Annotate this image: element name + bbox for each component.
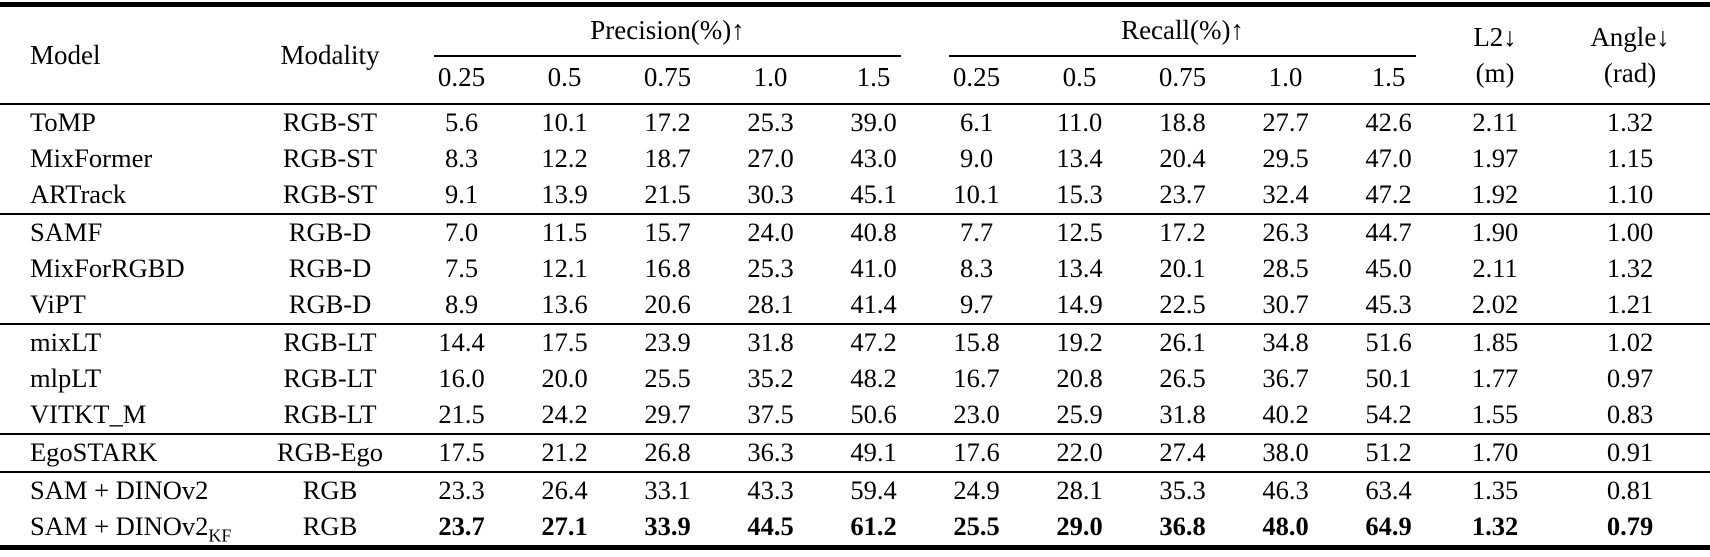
precision-value: 41.0: [850, 253, 897, 283]
recall-value: 36.7: [1262, 363, 1309, 393]
recall-value: 18.8: [1131, 104, 1234, 141]
recall-value: 42.6: [1337, 104, 1440, 141]
recall-value: 26.5: [1159, 363, 1206, 393]
precision-value: 10.1: [513, 104, 616, 141]
modality-value: RGB-D: [288, 289, 372, 319]
precision-value: 12.2: [541, 143, 588, 173]
recall-value: 47.2: [1365, 179, 1412, 209]
recall-value: 7.7: [925, 214, 1028, 251]
precision-value: 21.5: [438, 399, 485, 429]
precision-value: 23.3: [410, 472, 513, 509]
recall-value: 20.1: [1159, 253, 1206, 283]
recall-threshold-15: 1.5: [1371, 62, 1406, 92]
precision-value: 16.0: [438, 363, 485, 393]
precision-cmidrule: [434, 55, 901, 57]
precision-threshold-15: 1.5: [856, 62, 891, 92]
precision-value: 35.2: [747, 363, 794, 393]
model-name: MixForRGBD: [30, 253, 185, 283]
table-row: [0, 434, 1710, 472]
precision-threshold-075: 0.75: [643, 62, 692, 92]
table-row: [0, 177, 1710, 214]
recall-value: 8.3: [959, 253, 994, 283]
precision-group-label: Precision(%)↑: [590, 15, 745, 45]
precision-value: 37.5: [747, 399, 794, 429]
precision-value: 17.5: [410, 434, 513, 472]
precision-value: 15.7: [616, 214, 719, 251]
recall-value: 50.1: [1365, 363, 1412, 393]
angle-value: 1.32: [1550, 104, 1710, 141]
recall-group-label: Recall(%)↑: [1121, 15, 1244, 45]
model-name: SAM + $DINOv2_{KF}$: [30, 511, 232, 546]
recall-value: 6.1: [925, 104, 1028, 141]
col-group-recall: [925, 5, 1440, 61]
precision-value: 48.2: [850, 363, 897, 393]
precision-value: 11.5: [513, 214, 616, 251]
recall-value: 25.5: [953, 511, 1000, 541]
table-header: [0, 5, 1710, 105]
recall-value: 35.3: [1131, 472, 1234, 509]
l2-value: 1.97: [1471, 143, 1519, 173]
precision-value: 7.5: [444, 253, 479, 283]
l2-value: 1.77: [1471, 363, 1519, 393]
recall-value: 38.0: [1234, 434, 1337, 472]
recall-value: 9.0: [959, 143, 994, 173]
precision-threshold-025: 0.25: [437, 62, 486, 92]
precision-value: 13.6: [541, 289, 588, 319]
precision-value: 27.1: [541, 511, 588, 541]
recall-value: 36.8: [1159, 511, 1206, 541]
precision-value: 43.3: [719, 472, 822, 509]
precision-value: 28.1: [747, 289, 794, 319]
table-row: [0, 324, 1710, 361]
table-body: [0, 104, 1710, 548]
recall-value: 45.3: [1365, 289, 1412, 319]
col-group-precision: [410, 5, 925, 61]
recall-value: 12.5: [1028, 214, 1131, 251]
modality-value: RGB-Ego: [250, 434, 410, 472]
precision-value: 27.0: [747, 143, 794, 173]
table-row: [0, 472, 1710, 509]
modality-value: RGB: [302, 511, 358, 541]
precision-value: 23.7: [438, 511, 485, 541]
precision-value: 20.6: [644, 289, 691, 319]
recall-value: 20.4: [1159, 143, 1206, 173]
l2-value: 2.11: [1440, 104, 1550, 141]
table-row: [0, 104, 1710, 141]
recall-value: 20.8: [1056, 363, 1103, 393]
table-row: [0, 141, 1710, 177]
model-subscript: KF: [208, 525, 232, 546]
angle-value: 1.10: [1606, 179, 1654, 209]
precision-value: 18.7: [644, 143, 691, 173]
model-name: MixFormer: [30, 143, 153, 173]
recall-value: 51.2: [1337, 434, 1440, 472]
precision-value: 16.8: [644, 253, 691, 283]
recall-threshold-075: 0.75: [1158, 62, 1207, 92]
recall-value: 28.1: [1028, 472, 1131, 509]
precision-value: 12.1: [541, 253, 588, 283]
recall-value: 26.3: [1234, 214, 1337, 251]
recall-value: 17.2: [1131, 214, 1234, 251]
precision-value: 47.2: [822, 324, 925, 361]
recall-threshold-05: 0.5: [1062, 62, 1097, 92]
model-name: ToMP: [0, 104, 250, 141]
recall-value: 27.4: [1131, 434, 1234, 472]
l2-value: 1.90: [1440, 214, 1550, 251]
model-name: EgoSTARK: [0, 434, 250, 472]
model-name: VITKT_M: [30, 399, 147, 429]
precision-value: 43.0: [850, 143, 897, 173]
recall-value: 34.8: [1234, 324, 1337, 361]
recall-value: 44.7: [1337, 214, 1440, 251]
precision-value: 26.4: [513, 472, 616, 509]
precision-value: 26.8: [616, 434, 719, 472]
col-header-l2: [1440, 5, 1550, 105]
header-row-groups: [0, 5, 1710, 61]
angle-value: 1.15: [1606, 143, 1654, 173]
recall-value: 29.0: [1056, 511, 1103, 541]
table-row: [0, 361, 1710, 397]
recall-value: 15.3: [1056, 179, 1103, 209]
recall-value: 54.2: [1365, 399, 1412, 429]
l2-unit: (m): [1475, 58, 1515, 88]
recall-value: 17.6: [925, 434, 1028, 472]
col-header-model: Model: [30, 39, 101, 70]
precision-value: 31.8: [719, 324, 822, 361]
angle-label: Angle↓: [1590, 22, 1670, 52]
precision-value: 7.0: [410, 214, 513, 251]
recall-value: 29.5: [1262, 143, 1309, 173]
recall-value: 23.7: [1159, 179, 1206, 209]
modality-value: RGB-LT: [283, 363, 377, 393]
recall-value: 27.7: [1234, 104, 1337, 141]
precision-value: 17.5: [513, 324, 616, 361]
recall-value: 13.4: [1056, 253, 1103, 283]
col-header-modality: Modality: [280, 39, 380, 70]
recall-value: 28.5: [1262, 253, 1309, 283]
precision-value: 25.3: [719, 104, 822, 141]
angle-value: 0.83: [1606, 399, 1654, 429]
results-table: [0, 2, 1710, 550]
angle-value: 0.79: [1606, 511, 1654, 541]
precision-value: 13.9: [541, 179, 588, 209]
l2-label: L2↓: [1473, 22, 1517, 52]
precision-value: 45.1: [850, 179, 897, 209]
recall-cmidrule: [949, 55, 1416, 57]
model-name: mixLT: [0, 324, 250, 361]
l2-value: 1.85: [1440, 324, 1550, 361]
recall-value: 26.1: [1131, 324, 1234, 361]
table-row: [0, 287, 1710, 324]
modality-value: RGB-LT: [283, 399, 377, 429]
recall-value: 13.4: [1056, 143, 1103, 173]
recall-value: 22.0: [1028, 434, 1131, 472]
angle-value: 1.21: [1606, 289, 1654, 319]
model-name: SAMF: [0, 214, 250, 251]
recall-value: 11.0: [1028, 104, 1131, 141]
model-name: ARTrack: [30, 179, 127, 209]
precision-value: 41.4: [850, 289, 897, 319]
precision-value: 24.2: [541, 399, 588, 429]
l2-value: 2.11: [1472, 253, 1518, 283]
recall-value: 24.9: [925, 472, 1028, 509]
recall-value: 63.4: [1337, 472, 1440, 509]
precision-value: 8.9: [444, 289, 479, 319]
modality-value: RGB-ST: [282, 179, 378, 209]
precision-threshold-05: 0.5: [547, 62, 582, 92]
recall-value: 40.2: [1262, 399, 1309, 429]
precision-threshold-10: 1.0: [753, 62, 788, 92]
recall-value: 46.3: [1234, 472, 1337, 509]
precision-value: 14.4: [410, 324, 513, 361]
precision-value: 50.6: [850, 399, 897, 429]
precision-value: 23.9: [616, 324, 719, 361]
recall-value: 22.5: [1159, 289, 1206, 319]
precision-value: 9.1: [444, 179, 479, 209]
recall-value: 10.1: [953, 179, 1000, 209]
recall-value: 48.0: [1262, 511, 1309, 541]
precision-value: 30.3: [747, 179, 794, 209]
precision-value: 25.3: [747, 253, 794, 283]
l2-value: 1.92: [1471, 179, 1519, 209]
precision-value: 25.5: [644, 363, 691, 393]
precision-value: 36.3: [719, 434, 822, 472]
modality-value: RGB-ST: [250, 104, 410, 141]
angle-unit: (rad): [1603, 58, 1657, 88]
recall-value: 15.8: [925, 324, 1028, 361]
angle-value: 0.97: [1606, 363, 1654, 393]
precision-value: 33.1: [616, 472, 719, 509]
precision-value: 33.9: [644, 511, 691, 541]
recall-threshold-025: 0.25: [952, 62, 1001, 92]
angle-value: 1.02: [1550, 324, 1710, 361]
angle-value: 1.32: [1606, 253, 1654, 283]
recall-value: 25.9: [1056, 399, 1103, 429]
model-name: SAM + DINOv2: [0, 472, 250, 509]
precision-value: 8.3: [444, 143, 479, 173]
recall-value: 16.7: [953, 363, 1000, 393]
modality-value: RGB-D: [288, 253, 372, 283]
angle-value: 0.91: [1550, 434, 1710, 472]
recall-value: 31.8: [1159, 399, 1206, 429]
precision-value: 29.7: [644, 399, 691, 429]
precision-value: 24.0: [719, 214, 822, 251]
model-name: ViPT: [30, 289, 86, 319]
recall-value: 51.6: [1337, 324, 1440, 361]
precision-value: 40.8: [822, 214, 925, 251]
recall-value: 19.2: [1028, 324, 1131, 361]
recall-value: 23.0: [953, 399, 1000, 429]
table-row: [0, 214, 1710, 251]
angle-value: 0.81: [1550, 472, 1710, 509]
recall-value: 47.0: [1365, 143, 1412, 173]
l2-value: 1.55: [1471, 399, 1519, 429]
table-row: [0, 251, 1710, 287]
precision-value: 61.2: [850, 511, 897, 541]
precision-value: 21.5: [644, 179, 691, 209]
l2-value: 1.35: [1440, 472, 1550, 509]
table-row: [0, 397, 1710, 434]
precision-value: 21.2: [513, 434, 616, 472]
modality-value: RGB-D: [250, 214, 410, 251]
modality-value: RGB-ST: [282, 143, 378, 173]
recall-value: 30.7: [1262, 289, 1309, 319]
precision-value: 17.2: [616, 104, 719, 141]
precision-value: 20.0: [541, 363, 588, 393]
l2-value: 1.70: [1440, 434, 1550, 472]
recall-value: 45.0: [1365, 253, 1412, 283]
table-row: [0, 509, 1710, 548]
col-header-angle: [1550, 5, 1710, 105]
precision-value: 5.6: [410, 104, 513, 141]
recall-value: 64.9: [1365, 511, 1412, 541]
l2-value: 2.02: [1471, 289, 1519, 319]
modality-value: RGB-LT: [250, 324, 410, 361]
precision-value: 59.4: [822, 472, 925, 509]
model-name: mlpLT: [30, 363, 102, 393]
precision-value: 39.0: [822, 104, 925, 141]
angle-value: 1.00: [1550, 214, 1710, 251]
modality-value: RGB: [250, 472, 410, 509]
precision-value: 49.1: [822, 434, 925, 472]
recall-value: 32.4: [1262, 179, 1309, 209]
precision-value: 44.5: [747, 511, 794, 541]
recall-value: 14.9: [1056, 289, 1103, 319]
l2-value: 1.32: [1471, 511, 1519, 541]
recall-threshold-10: 1.0: [1268, 62, 1303, 92]
recall-value: 9.7: [959, 289, 994, 319]
